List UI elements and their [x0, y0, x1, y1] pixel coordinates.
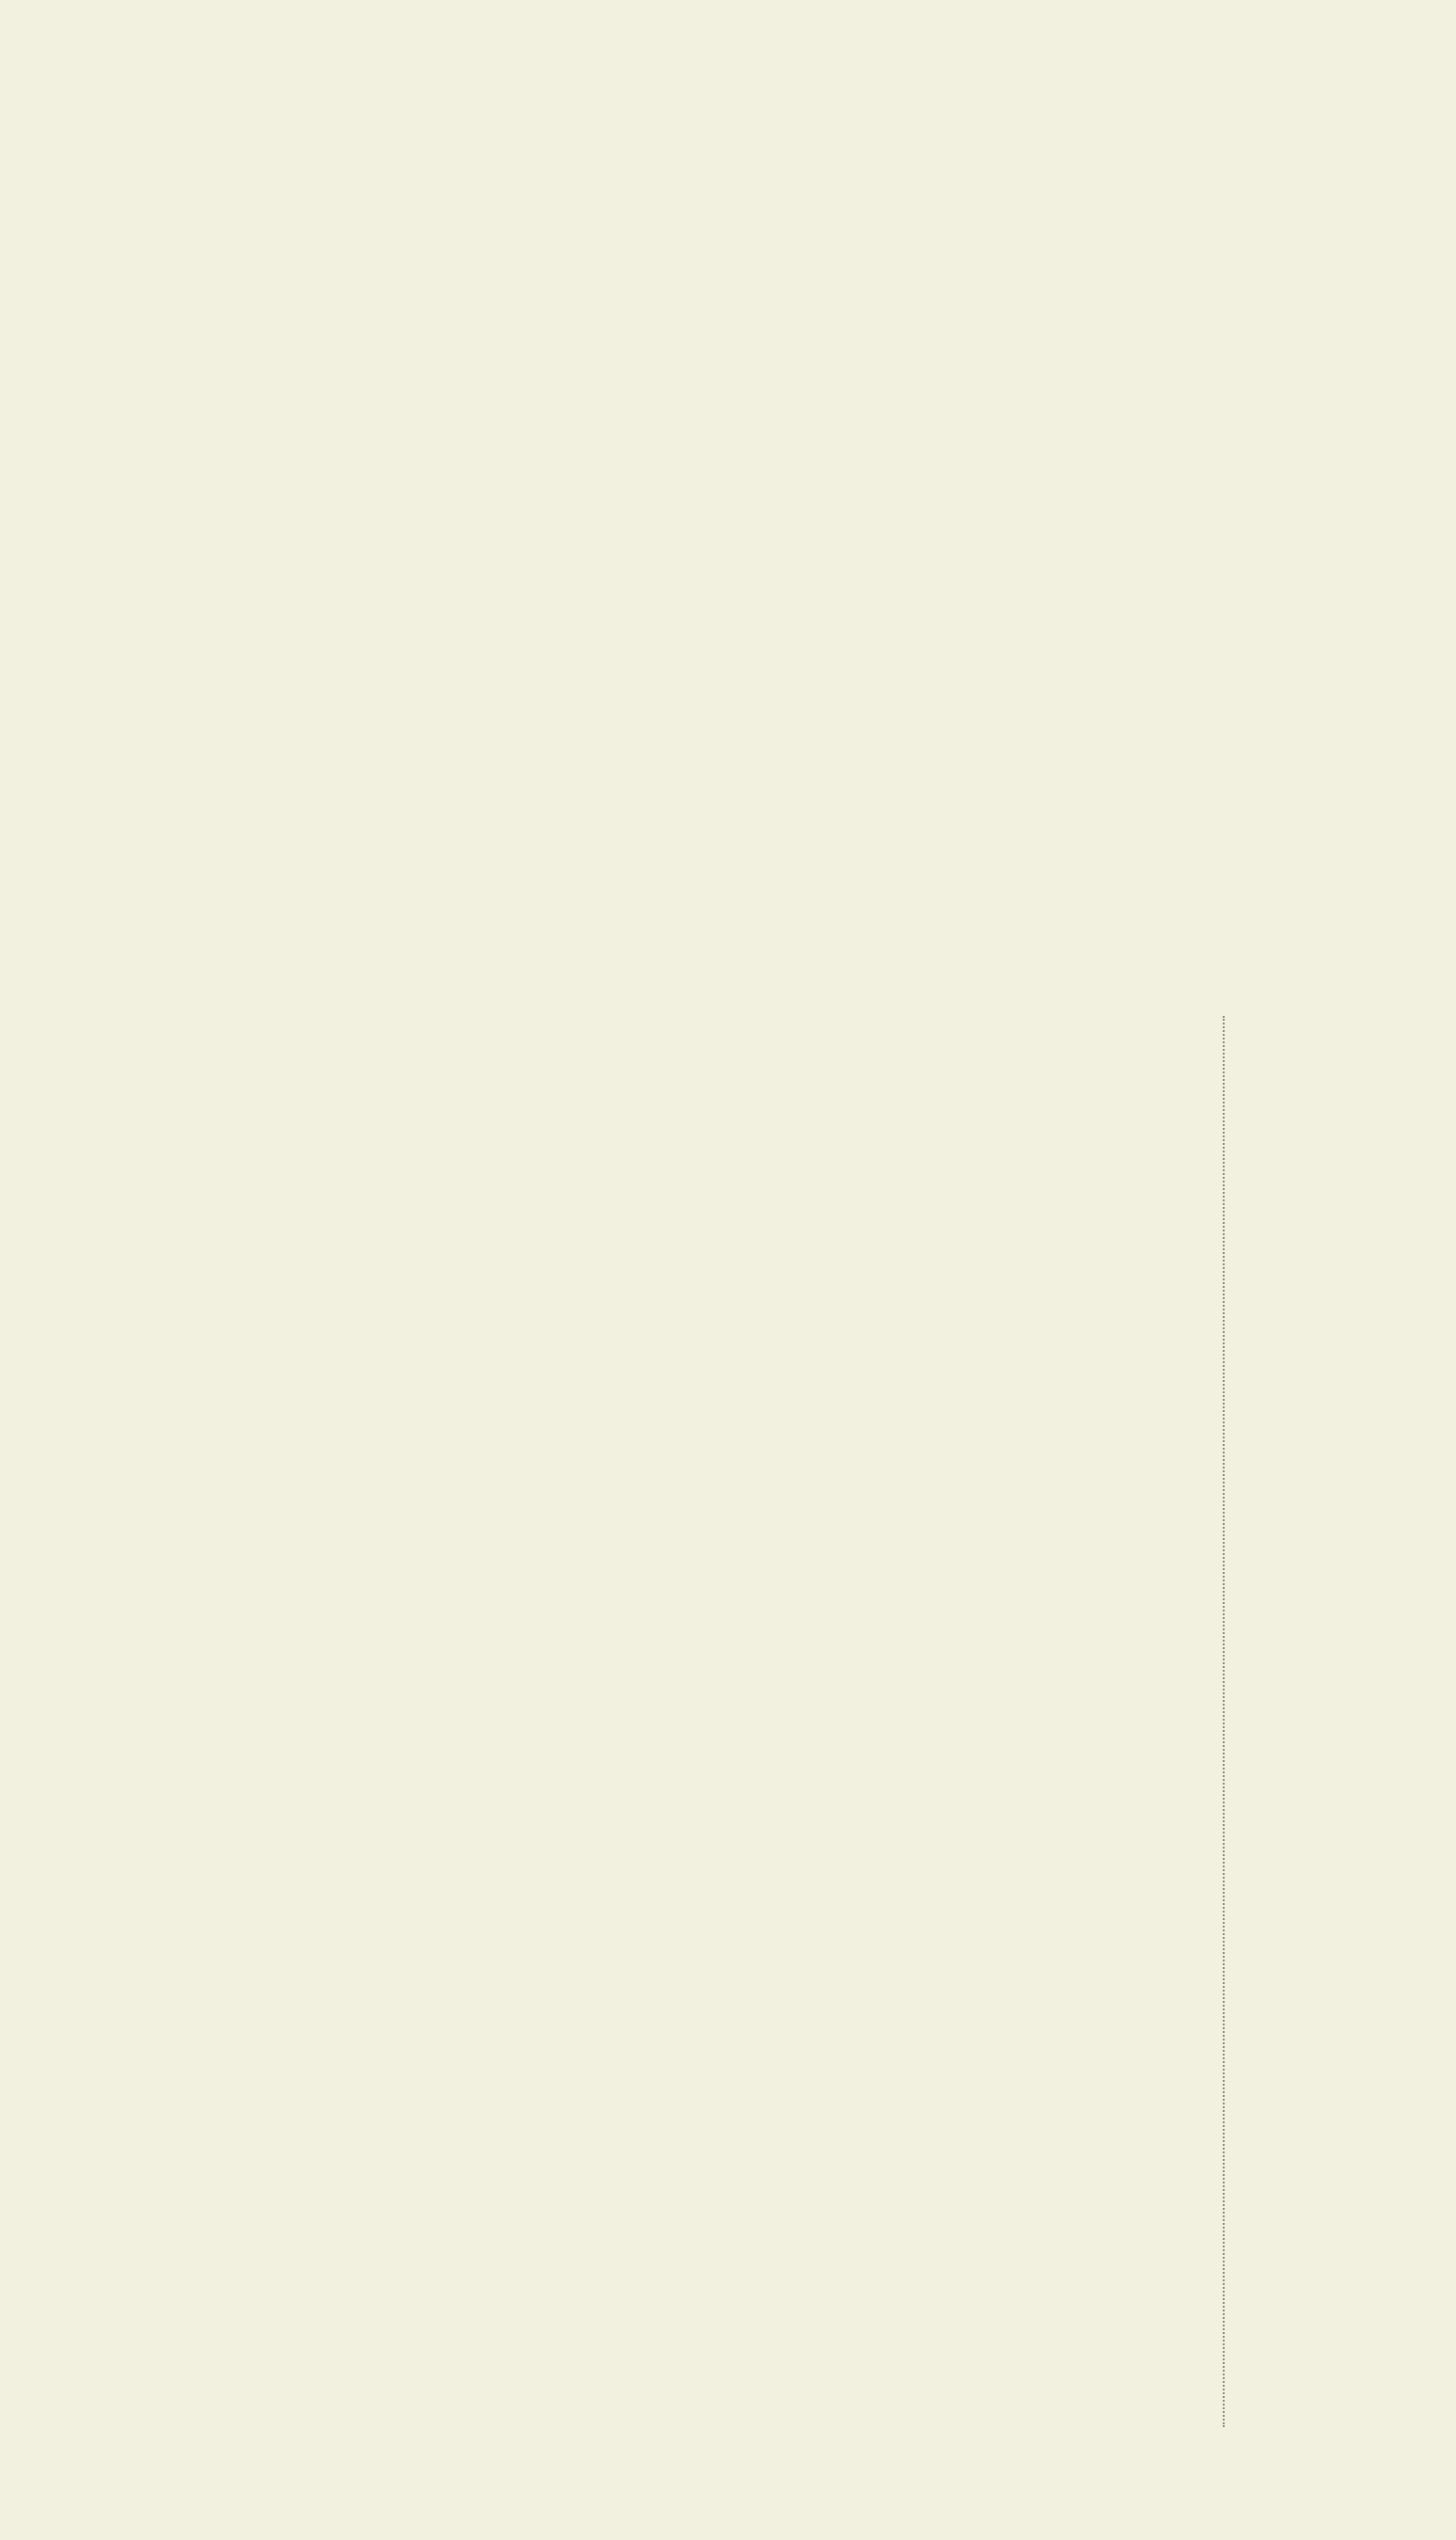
patient-name-field[interactable]	[1223, 1016, 1225, 2427]
